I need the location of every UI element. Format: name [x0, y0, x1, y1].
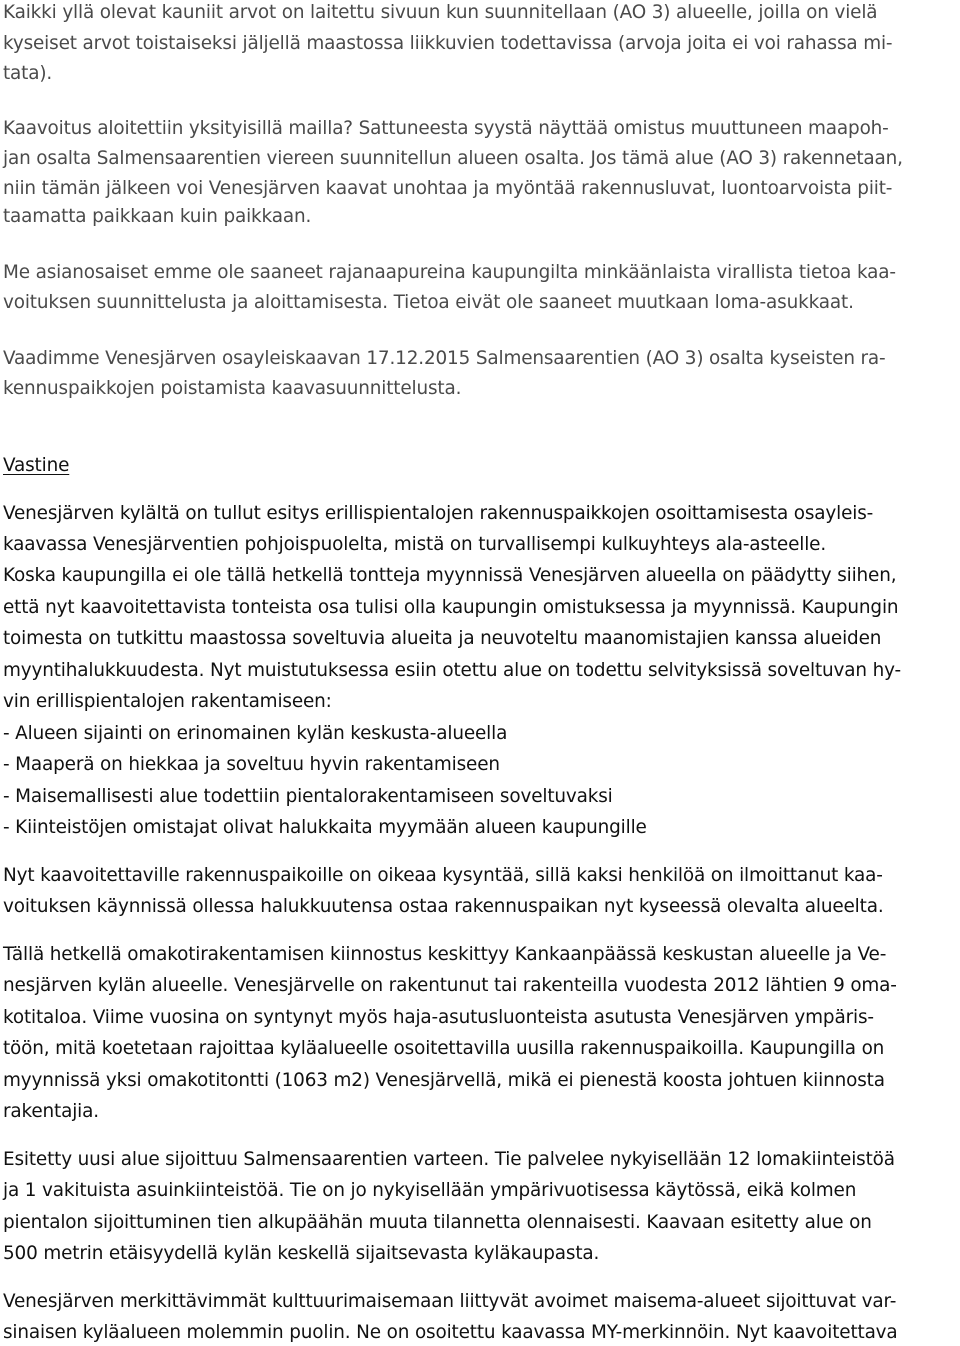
- text-line: töön, mitä koetetaan rajoittaa kyläalueelle osoitettavilla uusilla rakennuspaikoilla. Kaupungilla on: [3, 1038, 885, 1059]
- text-line: nesjärven kylän alueelle. Venesjärvelle on rakentunut tai rakenteilla vuodesta 2012 lähtien 9 oma-: [3, 975, 897, 996]
- text-line: taamatta paikkaan kuin paikkaan.: [3, 206, 312, 227]
- text-line: myynnissä yksi omakotitontti (1063 m2) Venesjärvellä, mikä ei pienestä koosta johtuen kiinnosta: [3, 1070, 885, 1091]
- text-line: 500 metrin etäisyydellä kylän keskellä sijaitsevasta kyläkaupasta.: [3, 1243, 600, 1264]
- text-line: voituksen käynnissä ollessa halukkuutensa ostaa rakennuspaikan nyt kyseessä olevalta alueelta.: [3, 896, 884, 917]
- text-line: Venesjärven merkittävimmät kulttuurimaisemaan liittyvät avoimet maisema-alueet sijoittuvat var-: [3, 1291, 897, 1312]
- text-line: sinaisen kyläalueen molemmin puolin. Ne on osoitettu kaavassa MY-merkinnöin. Nyt kaavoitettava: [3, 1322, 898, 1343]
- text-line: jan osalta Salmensaarentien viereen suunnitellun alueen osalta. Jos tämä alue (AO 3) rakennetaan,: [3, 148, 903, 169]
- text-line: vin erillispientalojen rakentamiseen:: [3, 691, 332, 712]
- text-line: tata).: [3, 63, 53, 84]
- text-line: Venesjärven kylältä on tullut esitys erillispientalojen rakennuspaikkojen osoittamisesta osayleis-: [3, 503, 874, 524]
- list-item: - Maisemallisesti alue todettiin pientalorakentamiseen soveltuvaksi: [3, 786, 613, 807]
- text-line: Tällä hetkellä omakotirakentamisen kiinnostus keskittyy Kankaanpäässä keskustan alueelle ja Ve-: [3, 944, 887, 965]
- text-line: Me asianosaiset emme ole saaneet rajanaapureina kaupungilta minkäänlaista virallista tietoa kaa-: [3, 262, 896, 283]
- list-item: - Kiinteistöjen omistajat olivat halukkaita myymään alueen kaupungille: [3, 817, 647, 838]
- text-line: Esitetty uusi alue sijoittuu Salmensaarentien varteen. Tie palvelee nykyisellään 12 lomakiinteistöä: [3, 1149, 895, 1170]
- text-line: Kaikki yllä olevat kauniit arvot on laitettu sivuun kun suunnitellaan (AO 3) alueelle, joilla on vielä: [3, 2, 878, 23]
- text-line: myyntihalukkuudesta. Nyt muistutuksessa esiin otettu alue on todettu selvityksissä soveltuvan hy-: [3, 660, 901, 681]
- text-line: kyseiset arvot toistaiseksi jäljellä maastossa liikkuvien todettavissa (arvoja joita ei voi rahassa mi-: [3, 33, 893, 54]
- text-line: ja 1 vakituista asuinkiinteistöä. Tie on jo nykyisellään ympärivuotisessa käytössä, eikä kolmen: [3, 1180, 857, 1201]
- text-line: kotitaloa. Viime vuosina on syntynyt myös haja-asutusluonteista asutusta Venesjärven ympäris-: [3, 1007, 874, 1028]
- list-item: - Alueen sijainti on erinomainen kylän keskusta-alueella: [3, 723, 508, 744]
- list-item: - Maaperä on hiekkaa ja soveltuu hyvin rakentamiseen: [3, 754, 500, 775]
- text-line: Kaavoitus aloitettiin yksityisillä mailla? Sattuneesta syystä näyttää omistus muuttuneen maapoh-: [3, 118, 889, 139]
- text-line: kaavassa Venesjärventien pohjoispuolelta, mistä on turvallisempi kulkuyhteys ala-asteelle.: [3, 534, 827, 555]
- section-heading-vastine: Vastine: [3, 455, 70, 476]
- text-line: Nyt kaavoitettaville rakennuspaikoille on oikeaa kysyntää, sillä kaksi henkilöä on ilmoittanut kaa-: [3, 865, 883, 886]
- text-line: pientalon sijoittuminen tien alkupäähän muuta tilannetta olennaisesti. Kaavaan esitetty alue on: [3, 1212, 872, 1233]
- text-line: että nyt kaavoitettavista tonteista osa tulisi olla kaupungin omistuksessa ja myynnissä. Kaupungin: [3, 597, 899, 618]
- text-line: kennuspaikkojen poistamista kaavasuunnittelusta.: [3, 378, 462, 399]
- text-line: Vaadimme Venesjärven osayleiskaavan 17.12.2015 Salmensaarentien (AO 3) osalta kyseisten ra-: [3, 348, 886, 369]
- text-line: Koska kaupungilla ei ole tällä hetkellä tontteja myynnissä Venesjärven alueella on päädytty siihen,: [3, 565, 897, 586]
- text-line: toimesta on tutkittu maastossa soveltuvia alueita ja neuvoteltu maanomistajien kanssa alueiden: [3, 628, 882, 649]
- text-line: voituksen suunnittelusta ja aloittamisesta. Tietoa eivät ole saaneet muutkaan loma-asukkaat.: [3, 292, 854, 313]
- text-line: niin tämän jälkeen voi Venesjärven kaavat unohtaa ja myöntää rakennusluvat, luontoarvoista piit-: [3, 178, 893, 199]
- text-line: rakentajia.: [3, 1101, 99, 1122]
